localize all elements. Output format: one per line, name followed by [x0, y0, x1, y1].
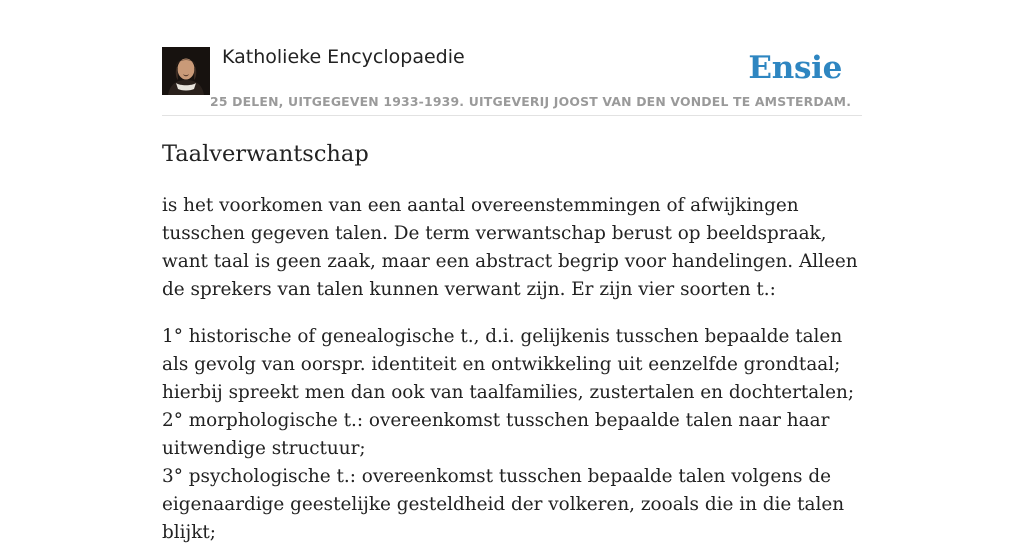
list-item: 2° morphologische t.: overeenkomst tusschen bepaalde talen naar haar uitwendige structuur;	[162, 410, 830, 459]
list-item: 1° historische of genealogische t., d.i. gelijkenis tusschen bepaalde talen als gevolg van oorspr. identiteit en ontwikkeling uit eenzelfde grondtaal; hierbij spreekt men dan ook van taalfamilies, zustertalen en dochtertalen;	[162, 326, 855, 403]
article-intro: is het voorkomen van een aantal overeenstemmingen of afwijkingen tusschen gegeven talen. De term verwantschap berust op beeldspraak, want taal is geen zaak, maar een abstract begrip voor handelingen. Alleen de sprekers van talen kunnen verwant zijn. Er zijn vier soorten t.:	[162, 195, 858, 300]
portrait-icon	[162, 47, 210, 95]
article-list	[162, 323, 862, 547]
site-subtitle: 25 DELEN, UITGEGEVEN 1933-1939. UITGEVERIJ JOOST VAN DEN VONDEL TE AMSTERDAM.	[210, 94, 852, 109]
ensie-logo[interactable]: Ensie	[748, 50, 842, 86]
article	[162, 138, 862, 547]
site-title[interactable]: Katholieke Encyclopaedie	[222, 46, 465, 68]
article-title: Taalverwantschap	[162, 141, 369, 167]
site-header	[162, 44, 862, 116]
portrait-avatar[interactable]	[162, 47, 210, 95]
list-item: 3° psychologische t.: overeenkomst tusschen bepaalde talen volgens de eigenaardige geestelijke gesteldheid der volkeren, zooals die in die talen blijkt;	[162, 466, 845, 543]
